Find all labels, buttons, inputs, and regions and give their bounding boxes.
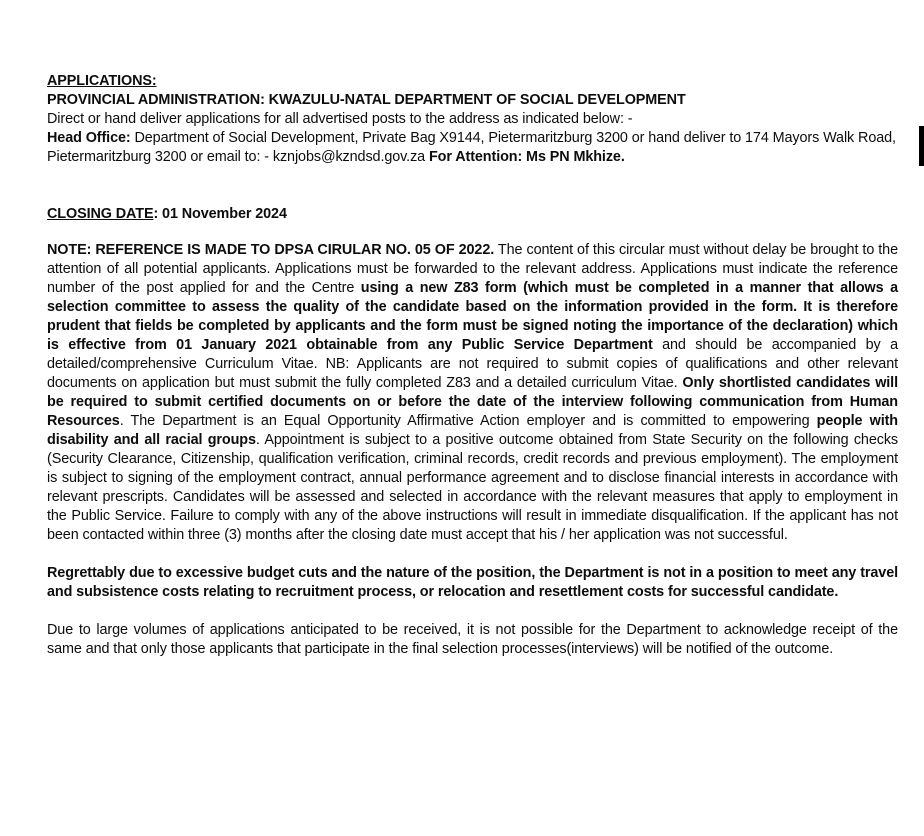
budget-block: [47, 564, 898, 602]
budget-paragraph: Regrettably due to excessive budget cuts and the nature of the position, the Department is not in a position to meet any travel and subsistence costs relating to recruitment process, or relocation and resettlement costs for successful candidate.: [47, 565, 898, 600]
closing-date-value: : 01 November 2024: [153, 206, 287, 222]
closing-date-line: [47, 205, 898, 224]
document-content: [47, 72, 898, 659]
note-block: [47, 241, 898, 545]
delivery-instruction-line: Direct or hand deliver applications for all advertised posts to the address as indicated below: -: [47, 111, 633, 127]
scan-artifact-mark: [919, 126, 924, 166]
acknowledgement-block: [47, 621, 898, 659]
acknowledgement-paragraph: Due to large volumes of applications anticipated to be received, it is not possible for the Department to acknowledge receipt of the same and that only those applicants that participate in the final selection processes(interviews) will be notified of the outcome.: [47, 622, 898, 657]
head-office-line: Head Office: Department of Social Development, Private Bag X9144, Pietermaritzburg 3200 or hand deliver to 174 Mayors Walk Road, Pietermaritzburg 3200 or email to: - kznjobs@kzndsd.gov.za For Attention: Ms PN Mkhize.: [47, 130, 896, 165]
note-paragraph: NOTE: REFERENCE IS MADE TO DPSA CIRULAR NO. 05 OF 2022. The content of this circular must without delay be brought to the attention of all potential applicants. Applications must be forwarded to the relevant address. Applications must indicate the reference number of the post applied for and the Centre using a new Z83 form (which must be completed in a manner that allows a selection committee to assess the quality of the candidate based on the information provided in the form. It is therefore prudent that fields be completed by applicants and the form must be signed noting the importance of the declaration) which is effective from 01 January 2021 obtainable from any Public Service Department and should be accompanied by a detailed/comprehensive Curriculum Vitae. NB: Applicants are not required to submit copies of qualifications and other relevant documents on application but must submit the fully completed Z83 and a detailed curriculum Vitae. Only shortlisted candidates will be required to submit certified documents on or before the date of the interview following communication from Human Resources. The Department is an Equal Opportunity Affirmative Action employer and is committed to empowering people with disability and all racial groups. Appointment is subject to a positive outcome obtained from State Security on the following checks (Security Clearance, Citizenship, qualification verification, criminal records, credit records and previous employment). The employment is subject to signing of the employment contract, annual performance agreement and to disclose financial interests in accordance with relevant prescripts. Candidates will be assessed and selected in accordance with the relevant measures that apply to employment in the Public Service. Failure to comply with any of the above instructions will result in immediate disqualification. If the applicant has not been contacted within three (3) months after the closing date must accept that his / her application was not successful.: [47, 242, 899, 543]
closing-date-label: CLOSING DATE: [47, 206, 154, 222]
applications-heading: APPLICATIONS:: [47, 73, 157, 89]
closing-date-block: [47, 205, 898, 224]
provincial-administration-line: PROVINCIAL ADMINISTRATION: KWAZULU-NATAL DEPARTMENT OF SOCIAL DEVELOPMENT: [47, 92, 686, 108]
header-block: [47, 72, 898, 167]
